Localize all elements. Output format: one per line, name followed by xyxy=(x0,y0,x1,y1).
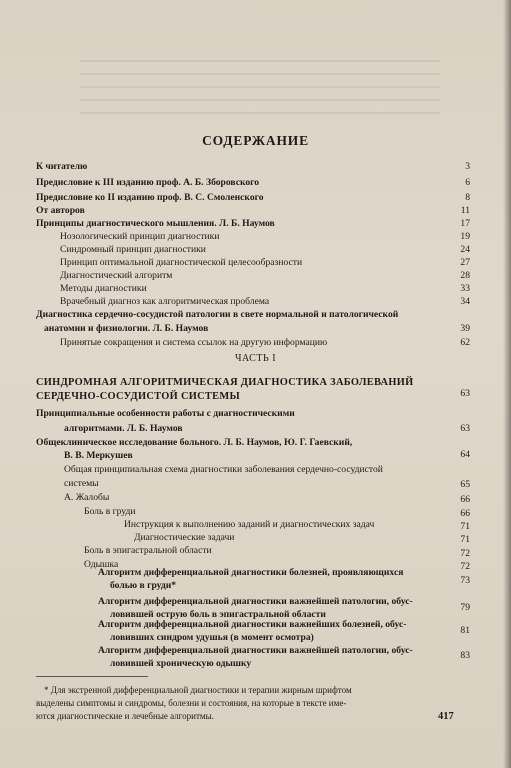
toc-entry-text: Предисловие к III изданию проф. А. Б. Зборовского xyxy=(36,177,260,188)
toc-entry-page: 3 xyxy=(465,161,470,172)
toc-entry-page: 6 xyxy=(465,177,470,188)
toc-entry-page: 66 xyxy=(460,494,470,505)
page-edge-shadow xyxy=(503,0,511,768)
toc-entry-text: Диагностические задачи xyxy=(134,532,235,543)
toc-entry-text: Инструкция к выполнению заданий и диагностических задач xyxy=(124,519,375,530)
toc-entry-page: 19 xyxy=(460,231,470,242)
toc-entry-page: 33 xyxy=(460,283,470,294)
toc-entry-page: 17 xyxy=(460,218,470,229)
toc-entry-page: 65 xyxy=(460,479,470,490)
footnote-line2: выделены симптомы и синдромы, болезни и состояния, на которые в тексте име- xyxy=(36,698,347,708)
toc-entry-text: Алгоритм дифференциальной диагностики болезней, проявляющихся xyxy=(98,567,404,578)
toc-entry-text: Диагностический алгоритм xyxy=(60,270,173,281)
toc-entry-text: ловившей острую боль в эпигастральной области xyxy=(110,609,326,620)
section-title-line1: СИНДРОМНАЯ АЛГОРИТМИЧЕСКАЯ ДИАГНОСТИКА ЗАБОЛЕВАНИЙ xyxy=(36,377,414,388)
footnote-line3: ются диагностические и лечебные алгоритмы. xyxy=(36,711,214,721)
bleed-through-text xyxy=(80,60,440,120)
toc-entry-page: 83 xyxy=(460,650,470,661)
toc-entry-page: 73 xyxy=(460,575,470,586)
section-page: 63 xyxy=(460,388,470,399)
toc-entry-text: анатомии и физиологии. Л. Б. Наумов xyxy=(44,323,209,334)
toc-entry-text: Боль в эпигастральной области xyxy=(84,545,212,556)
toc-entry-page: 24 xyxy=(460,244,470,255)
toc-entry-page: 63 xyxy=(460,423,470,434)
toc-entry-page: 72 xyxy=(460,548,470,559)
toc-entry-page: 34 xyxy=(460,296,470,307)
toc-entry-text: Методы диагностики xyxy=(60,283,147,294)
toc-entry-text: К читателю xyxy=(36,161,88,172)
toc-entry-text: А. Жалобы xyxy=(64,492,110,503)
toc-entry-page: 66 xyxy=(460,508,470,519)
toc-entry-text: ловившей хроническую одышку xyxy=(110,658,252,669)
toc-entry-page: 81 xyxy=(460,625,470,636)
toc-entry-text: Диагностика сердечно-сосудистой патологии в свете нормальной и патологической xyxy=(36,309,399,320)
toc-entry-page: 11 xyxy=(460,205,470,216)
toc-entry-text: Алгоритм дифференциальной диагностики важнейшей патологии, обус- xyxy=(98,645,413,656)
toc-entry-text: Общая принципиальная схема диагностики заболевания сердечно-сосудистой xyxy=(64,464,383,475)
section-title-line2: СЕРДЕЧНО-СОСУДИСТОЙ СИСТЕМЫ xyxy=(36,391,241,402)
toc-entry-text: Боль в груди xyxy=(84,506,136,517)
footnote-rule xyxy=(36,676,148,677)
toc-entry-text: Нозологический принцип диагностики xyxy=(60,231,220,242)
toc-entry-text: Врачебный диагноз как алгоритмическая проблема xyxy=(60,296,270,307)
toc-entry-text: ловивших синдром удушья (в момент осмотра) xyxy=(110,632,314,643)
toc-entry-text: Алгоритм дифференциальной диагностики важнейшей патологии, обус- xyxy=(98,596,413,607)
toc-entry-text: Общеклиническое исследование больного. Л. Б. Наумов, Ю. Г. Гаевский, xyxy=(36,437,353,448)
toc-entry-text: Синдромный принцип диагностики xyxy=(60,244,206,255)
toc-entry-page: 72 xyxy=(460,561,470,572)
toc-entry-text: Одышка xyxy=(84,559,119,570)
toc-entry-page: 62 xyxy=(460,337,470,348)
footnote-line1: * Для экстренной дифференциальной диагностики и терапии жирным шрифтом xyxy=(44,685,352,695)
toc-entry-page: 71 xyxy=(460,521,470,532)
toc-entry-page: 79 xyxy=(460,602,470,613)
toc-entry-page: 71 xyxy=(460,534,470,545)
toc-entry-page: 28 xyxy=(460,270,470,281)
contents-title: СОДЕРЖАНИЕ xyxy=(202,133,309,148)
toc-entry-page: 27 xyxy=(460,257,470,268)
toc-entry-page: 8 xyxy=(465,192,470,203)
toc-entry-text: Принципы диагностического мышления. Л. Б. Наумов xyxy=(36,218,275,229)
toc-entry-text: От авторов xyxy=(36,205,85,216)
page-number: 417 xyxy=(438,711,454,722)
toc-entry-page: 39 xyxy=(460,323,470,334)
toc-entry-text: Предисловие ко II изданию проф. В. С. Смоленского xyxy=(36,192,264,203)
toc-entry-text: Принятые сокращения и система ссылок на другую информацию xyxy=(60,337,328,348)
toc-entry-text: болью в груди* xyxy=(110,580,177,591)
part-label: ЧАСТЬ I xyxy=(234,353,277,364)
toc-entry-text: Принцип оптимальной диагностической целесообразности xyxy=(60,257,303,268)
toc-entry-text: Принципиальные особенности работы с диагностическими xyxy=(36,408,295,419)
toc-entry-text: системы xyxy=(64,478,99,489)
toc-entry-text: Алгоритм дифференциальной диагностики важнейших болезней, обус- xyxy=(98,619,407,630)
toc-entry-page: 64 xyxy=(460,449,470,460)
toc-entry-text: алгоритмами. Л. Б. Наумов xyxy=(64,423,183,434)
toc-entry-text: В. В. Меркушев xyxy=(64,450,133,461)
